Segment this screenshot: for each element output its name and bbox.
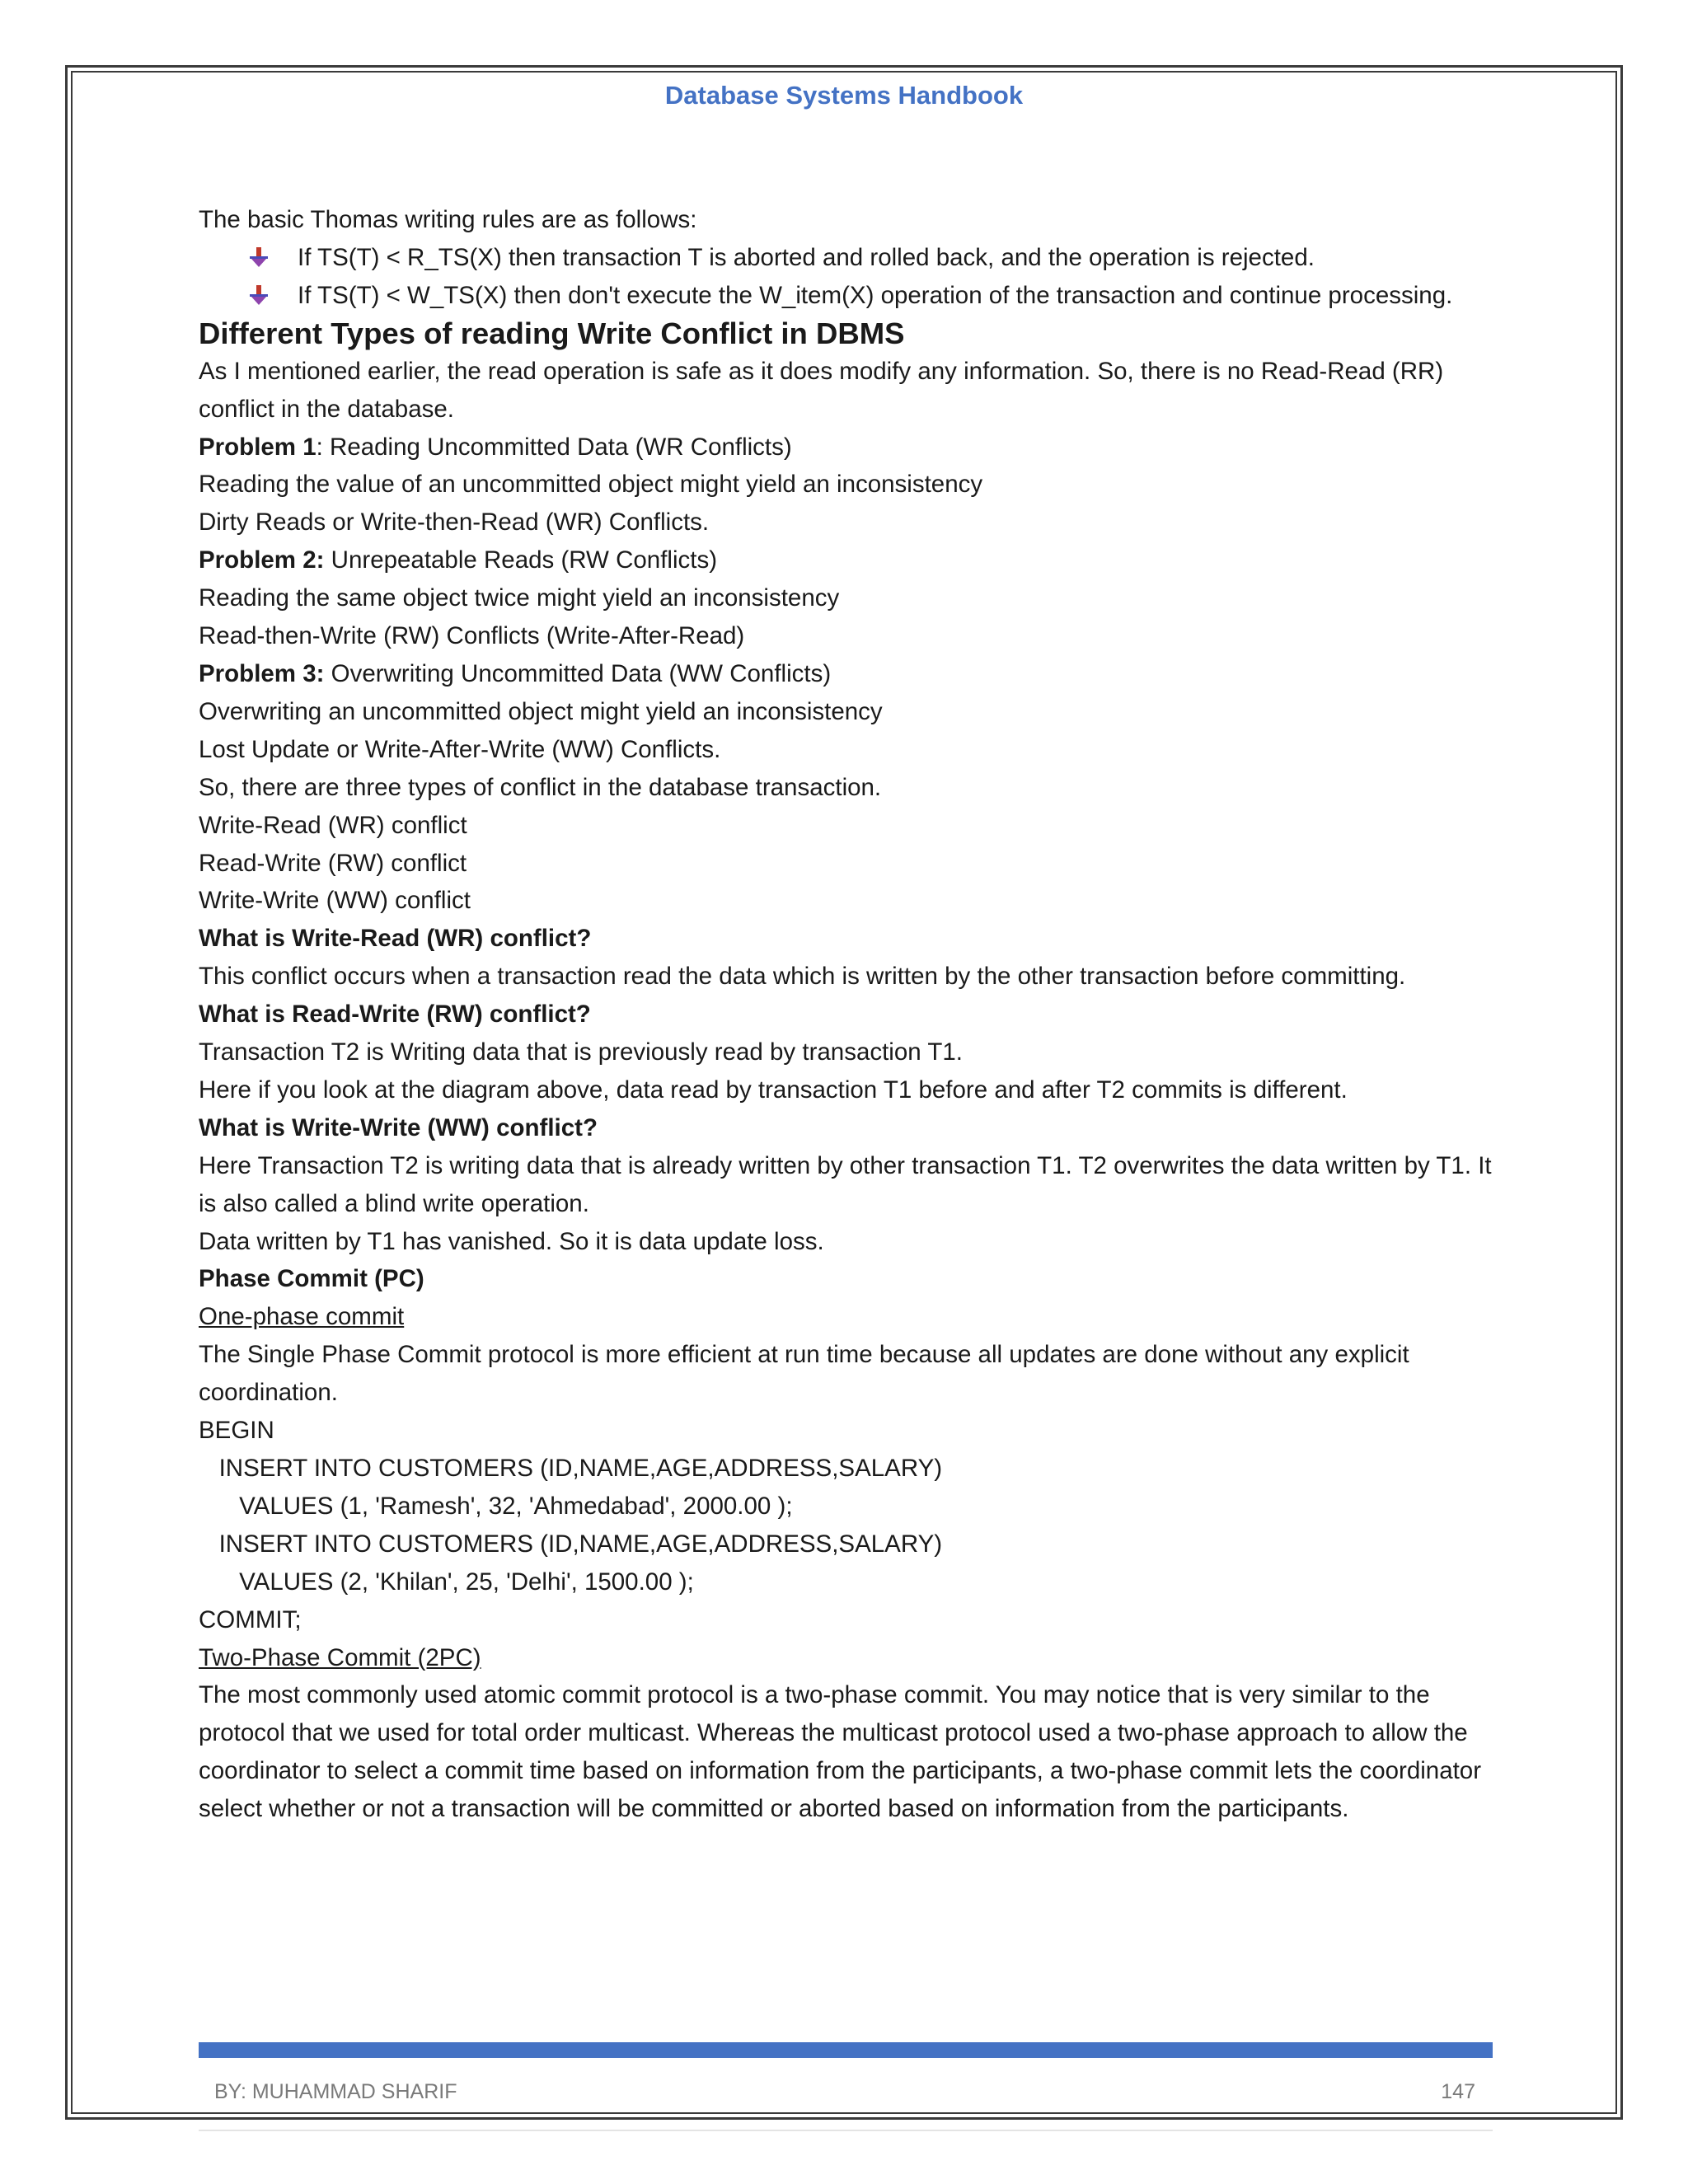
rule-text: If TS(T) < R_TS(X) then transaction T is aborted and rolled back, and the operation is rejected.: [298, 243, 1315, 271]
page-body: [199, 201, 1493, 1828]
problem-2-line: Read-then-Write (RW) Conflicts (Write-After-Read): [199, 622, 745, 650]
problem-1-line: Reading the value of an uncommitted object might yield an inconsistency: [199, 471, 983, 499]
rr-paragraph: As I mentioned earlier, the read operation is safe as it does modify any information. So, there is no Read-Read (RR) conflict in the database.: [199, 357, 1444, 423]
wr-question: What is Write-Read (WR) conflict?: [199, 925, 592, 953]
rule-item: [199, 277, 1493, 315]
two-phase-heading: Two-Phase Commit (2PC): [199, 1643, 481, 1671]
footer-author: BY: MUHAMMAD SHARIF: [214, 2080, 457, 2103]
arrow-down-bullet-icon: [248, 284, 270, 306]
conflict-type: Write-Write (WW) conflict: [199, 887, 471, 915]
problem-3-title: [199, 655, 1493, 693]
problem-1-label: Problem 1: [199, 433, 316, 461]
intro-text: The basic Thomas writing rules are as follows:: [199, 206, 697, 233]
conflict-type: Write-Read (WR) conflict: [199, 811, 467, 839]
ww-answer-1: Here Transaction T2 is writing data that is already written by other transaction T1. T2 overwrites the data written by T1. It is also called a blind write operation.: [199, 1151, 1492, 1217]
problem-2-label: Problem 2:: [199, 546, 325, 574]
code-line: VALUES (2, 'Khilan', 25, 'Delhi', 1500.00 );: [199, 1568, 694, 1596]
one-phase-text: The Single Phase Commit protocol is more efficient at run time because all updates are done without any explicit coordination.: [199, 1341, 1409, 1407]
rule-text: If TS(T) < W_TS(X) then don't execute the W_item(X) operation of the transaction and continue processing.: [298, 281, 1453, 309]
problem-2-text: Unrepeatable Reads (RW Conflicts): [324, 546, 718, 574]
problem-1-text: : Reading Uncommitted Data (WR Conflicts): [316, 433, 792, 461]
section-heading: Different Types of reading Write Conflict in DBMS: [199, 316, 905, 350]
rule-item: [199, 239, 1493, 277]
phase-commit-heading: Phase Commit (PC): [199, 1265, 424, 1293]
one-phase-heading: One-phase commit: [199, 1303, 405, 1331]
footer-accent-bar: [199, 2042, 1493, 2058]
rw-answer-1: Transaction T2 is Writing data that is previously read by transaction T1.: [199, 1038, 963, 1066]
bottom-divider: [199, 2130, 1493, 2131]
page-header-title: Database Systems Handbook: [664, 81, 1024, 110]
problem-1-title: [199, 429, 1493, 466]
code-line: BEGIN: [199, 1417, 274, 1445]
two-phase-text: The most commonly used atomic commit protocol is a two-phase commit. You may notice that is very similar to the protocol that we used for total order multicast. Whereas the multicast protocol used a two-phase approach to allow the coordinator to select a commit time based on information from the participants, a two-phase commit lets the coordinator select whether or not a transaction will be committed or aborted based on information from the participants.: [199, 1681, 1482, 1823]
arrow-down-bullet-icon: [248, 246, 270, 268]
rw-question: What is Read-Write (RW) conflict?: [199, 1001, 591, 1029]
problem-3-line: Overwriting an uncommitted object might yield an inconsistency: [199, 697, 883, 725]
problem-3-label: Problem 3:: [199, 659, 325, 687]
page-number: 147: [1441, 2080, 1475, 2103]
summary-text: So, there are three types of conflict in the database transaction.: [199, 773, 882, 801]
problem-2-line: Reading the same object twice might yield an inconsistency: [199, 584, 840, 612]
code-line: INSERT INTO CUSTOMERS (ID,NAME,AGE,ADDRESS,SALARY): [199, 1455, 943, 1482]
problem-1-line: Dirty Reads or Write-then-Read (WR) Conflicts.: [199, 509, 710, 537]
code-line: VALUES (1, 'Ramesh', 32, 'Ahmedabad', 2000.00 );: [199, 1492, 793, 1520]
problem-3-text: Overwriting Uncommitted Data (WW Conflicts): [324, 659, 832, 687]
ww-question: What is Write-Write (WW) conflict?: [199, 1113, 598, 1141]
problem-2-title: [199, 541, 1493, 579]
ww-answer-2: Data written by T1 has vanished. So it is data update loss.: [199, 1227, 824, 1255]
rw-answer-2: Here if you look at the diagram above, data read by transaction T1 before and after T2 commits is different.: [199, 1076, 1348, 1104]
code-line: COMMIT;: [199, 1605, 302, 1633]
problem-3-line: Lost Update or Write-After-Write (WW) Conflicts.: [199, 735, 721, 763]
code-line: INSERT INTO CUSTOMERS (ID,NAME,AGE,ADDRESS,SALARY): [199, 1530, 943, 1558]
thomas-rules-list: [199, 239, 1493, 315]
wr-answer: This conflict occurs when a transaction read the data which is written by the other transaction before committing.: [199, 963, 1406, 991]
conflict-type: Read-Write (RW) conflict: [199, 849, 467, 877]
